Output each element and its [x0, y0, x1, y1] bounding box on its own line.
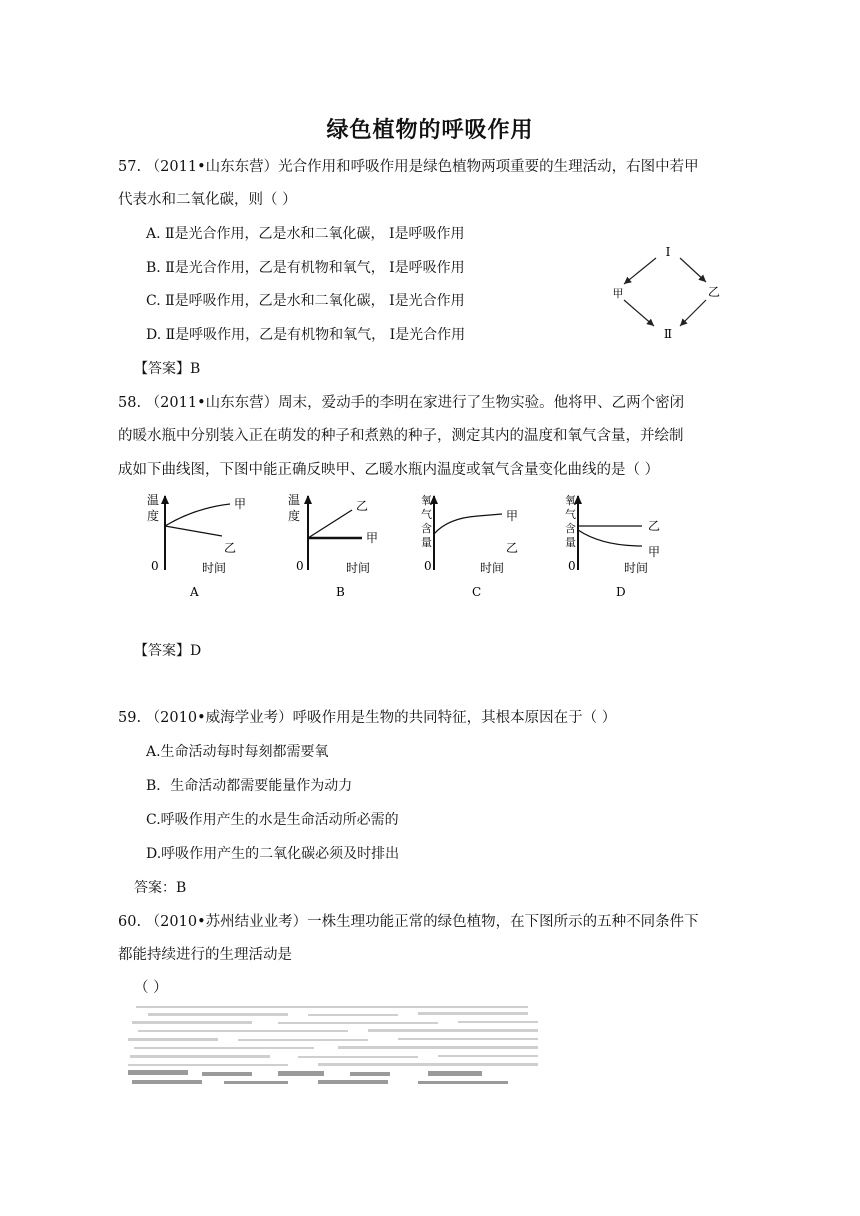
graph-d-letter: D: [616, 585, 626, 599]
graph-b-xlabel: 时间: [346, 561, 371, 575]
arrow-top-right: [680, 258, 706, 282]
arrow-top-left: [624, 258, 656, 284]
graph-a-upper-label: 甲: [234, 497, 247, 511]
graph-a-ylabel-1: 温: [147, 493, 160, 507]
graph-d-curve-lower: [578, 530, 642, 546]
arrow-bottom-right: [680, 300, 706, 326]
graph-c-origin: 0: [424, 559, 432, 573]
graph-d-ylabel-1: 氧: [565, 494, 576, 507]
q58-stem-line1: 58. （2011•山东东营）周末，爱动手的李明在家进行了生物实验。他将甲、乙两个密闭: [118, 395, 685, 411]
q60-stem-line2: 都能持续进行的生理活动是: [118, 947, 292, 963]
graph-d-ylabel-3: 含: [565, 522, 576, 535]
graph-a-xlabel: 时间: [202, 561, 227, 575]
graph-c-curve-upper: [434, 514, 502, 534]
diagram-label-right: 乙: [707, 285, 721, 299]
diagram-label-left: 甲: [612, 287, 624, 300]
q57-option-a: A. Ⅱ是光合作用，乙是水和二氧化碳， Ⅰ是呼吸作用: [146, 226, 465, 242]
graph-b-letter: B: [336, 585, 345, 599]
graph-a-lower-label: 乙: [224, 541, 237, 555]
q57-option-c: C. Ⅱ是呼吸作用，乙是水和二氧化碳， Ⅰ是光合作用: [146, 293, 465, 309]
diagram-label-bottom: Ⅱ: [663, 327, 673, 341]
q57-stem-line1: 57. （2011•山东东营）光合作用和呼吸作用是绿色植物两项重要的生理活动，右图中若甲: [118, 159, 699, 175]
page-title: 绿色植物的呼吸作用: [326, 118, 534, 143]
q59-option-c: C.呼吸作用产生的水是生命活动所必需的: [146, 812, 399, 828]
graph-c-ylabel-2: 气: [421, 508, 432, 521]
q59-option-d: D.呼吸作用产生的二氧化碳必须及时排出: [146, 846, 400, 862]
graph-c-ylabel-3: 含: [421, 522, 432, 535]
diagram-label-top: Ⅰ: [665, 245, 671, 259]
q57-stem-line2: 代表水和二氧化碳，则（ ）: [118, 192, 297, 208]
q60-scanned-figure: [128, 1004, 548, 1092]
graph-b-upper-label: 乙: [356, 499, 369, 513]
graph-c-ylabel-4: 量: [421, 536, 432, 549]
graph-b-ylabel-2: 度: [288, 509, 301, 523]
q57-option-d: D. Ⅱ是呼吸作用，乙是有机物和氧气， Ⅰ是光合作用: [146, 327, 466, 343]
q58-answer: 【答案】D: [134, 643, 202, 659]
graph-d-ylabel-4: 量: [565, 536, 576, 549]
q58-stem-line2: 的暖水瓶中分别装入正在萌发的种子和煮熟的种子，测定其内的温度和氧气含量，并绘制: [118, 428, 684, 444]
graph-c-xlabel: 时间: [480, 561, 505, 575]
graph-b-curve-upper: [308, 510, 352, 538]
graph-c: [418, 490, 546, 602]
graph-d-origin: 0: [568, 559, 576, 573]
graph-d: [562, 490, 690, 602]
q58-stem-line3: 成如下曲线图，下图中能正确反映甲、乙暖水瓶内温度或氧气含量变化曲线的是（ ）: [118, 462, 660, 478]
q59-answer: 答案：B: [134, 880, 187, 896]
q59-option-a: A.生命活动每时每刻都需要氧: [146, 744, 329, 760]
q60-stem-line1: 60. （2010•苏州结业业考）一株生理功能正常的绿色植物，在下图所示的五种不同条件下: [118, 914, 699, 930]
graph-a-curve-lower: [165, 526, 222, 536]
graph-c-lower-label: 乙: [506, 541, 519, 555]
graph-d-ylabel-2: 气: [565, 508, 576, 521]
graph-a-origin: 0: [151, 559, 159, 573]
q59-stem: 59. （2010•威海学业考）呼吸作用是生物的共同特征，其根本原因在于（ ）: [118, 710, 617, 726]
q59-option-b: B．生命活动都需要能量作为动力: [146, 778, 353, 794]
graph-d-xlabel: 时间: [624, 561, 649, 575]
graph-c-upper-label: 甲: [506, 509, 519, 523]
graph-a-letter: A: [190, 585, 199, 599]
graph-a-ylabel-2: 度: [147, 509, 160, 523]
graph-d-lower-label: 甲: [648, 545, 661, 559]
graph-a-curve-upper: [165, 504, 230, 526]
graph-c-ylabel-1: 氧: [421, 494, 432, 507]
graph-b: [284, 490, 412, 602]
q57-answer: 【答案】B: [134, 361, 201, 377]
q57-cycle-diagram: [608, 236, 728, 348]
graph-d-upper-label: 乙: [648, 519, 661, 533]
graph-a: [140, 490, 268, 602]
q57-option-b: B. Ⅱ是光合作用，乙是有机物和氧气， Ⅰ是呼吸作用: [146, 260, 465, 276]
graph-c-letter: C: [472, 585, 482, 599]
q60-stem-line3: （ ）: [134, 980, 168, 996]
graph-b-ylabel-1: 温: [288, 493, 301, 507]
graph-b-lower-label: 甲: [366, 531, 379, 545]
arrow-bottom-left: [624, 300, 654, 326]
graph-b-origin: 0: [296, 559, 304, 573]
